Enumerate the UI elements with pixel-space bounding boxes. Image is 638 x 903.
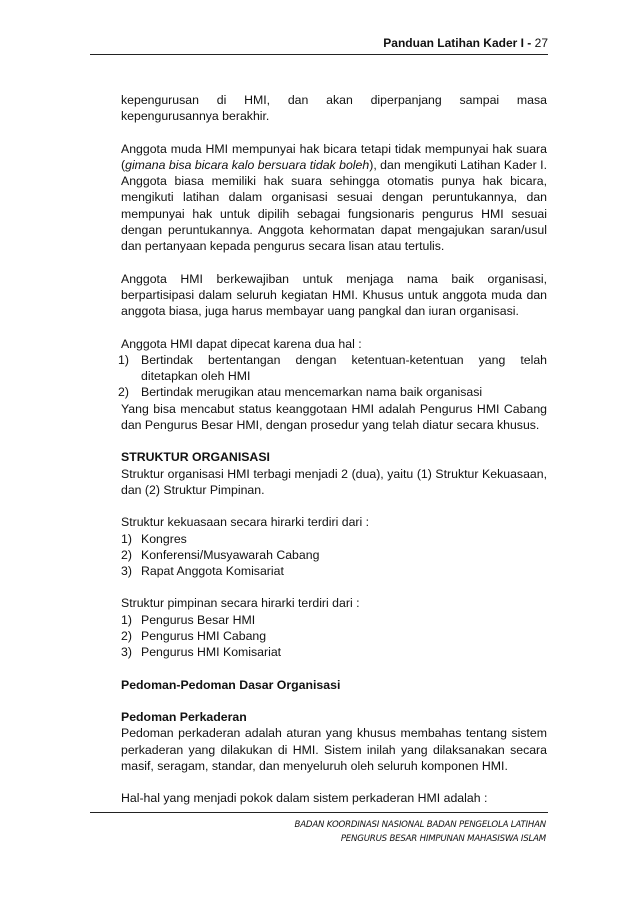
list-item-number: 1) [118, 352, 129, 367]
list-item [121, 612, 547, 628]
pedoman-heading: Pedoman-Pedoman Dasar Organisasi [121, 677, 341, 692]
list-item-text: Pengurus HMI Komisariat [141, 645, 282, 660]
list-item-text: Bertindak bertentangan dengan ketentuan-ketentuan yang telah ditetapkan oleh HMI [141, 352, 547, 384]
list-item [121, 563, 547, 579]
paragraph-hak-anggota-part1: Anggota muda HMI mempunyai hak bicara tetapi tidak mempunyai hak suara ( [121, 141, 547, 172]
pemecatan-list [118, 352, 547, 401]
list-item [121, 531, 547, 547]
footer-divider [90, 812, 548, 813]
paragraph-hak-anggota [121, 141, 547, 255]
pedoman-perkaderan-text: Pedoman perkaderan adalah aturan yang khusus membahas tentang sistem perkaderan yang dilakukan di HMI. Sistem inilah yang dilaksanakan secara masif, seragam, standar, dan menyeluruh oleh seluruh komponen HMI. [121, 726, 547, 773]
list-item [121, 547, 547, 563]
pimpinan-list [121, 612, 547, 661]
struktur-text: Struktur organisasi HMI terbagi menjadi 2 (dua), yaitu (1) Struktur Kekuasaan, dan (2) Struktur Pimpinan. [121, 466, 547, 497]
kekuasaan-list [121, 531, 547, 580]
list-item-number: 3) [121, 645, 132, 660]
section-struktur-kekuasaan [121, 514, 547, 579]
section-pedoman-perkaderan [121, 709, 547, 774]
list-item [118, 352, 547, 385]
paragraph-kepengurusan: kepengurusan di HMI, dan akan diperpanjang sampai masa kepengurusannya berakhir. [121, 93, 547, 124]
list-item-number: 2) [121, 547, 132, 562]
paragraph-hak-anggota-italic: gimana bisa bicara kalo bersuara tidak boleh [125, 157, 370, 172]
page-footer [295, 818, 546, 846]
page-header [90, 36, 548, 55]
pemecatan-outro: Yang bisa mencabut status keanggotaan HMI adalah Pengurus HMI Cabang dan Pengurus Besar HMI, dengan prosedur yang telah diatur secara khusus. [121, 401, 547, 433]
section-struktur-pimpinan [121, 595, 547, 660]
footer-line-1: BADAN KOORDINASI NASIONAL BADAN PENGELOLA LATIHAN [294, 820, 546, 830]
list-item [121, 628, 547, 644]
page-body [118, 92, 547, 822]
pedoman-perkaderan-heading: Pedoman Perkaderan [121, 709, 247, 724]
list-item-text: Bertindak merugikan atau mencemarkan nama baik organisasi [141, 385, 483, 400]
list-item-number: 1) [121, 531, 132, 546]
list-item-text: Kongres [141, 531, 187, 546]
footer-line-2: PENGURUS BESAR HIMPUNAN MAHASISWA ISLAM [340, 834, 546, 844]
list-item-number: 1) [121, 612, 132, 627]
paragraph-hak-anggota-part2: ), dan mengikuti Latihan Kader I. Anggota biasa memiliki hak suara sehingga otomatis punya hak bicara, mengikuti latihan dalam organisasi sesuai dengan peruntukannya, dan mempunyai hak untuk dipilih sebagai fungsionaris pengurus HMI sesuai dengan peruntukannya. Anggota kehormatan dapat mengajukan saran/usul dan pertanyaan kepada pengurus secara lisan atau tertulis. [121, 157, 547, 254]
list-item-text: Pengurus HMI Cabang [141, 629, 267, 644]
section-struktur [121, 449, 547, 498]
header-title: Panduan Latihan Kader I - [383, 36, 535, 50]
section-pemecatan [118, 336, 547, 434]
kekuasaan-intro: Struktur kekuasaan secara hirarki terdiri dari : [121, 515, 370, 530]
pedoman-closing: Hal-hal yang menjadi pokok dalam sistem perkaderan HMI adalah : [121, 791, 488, 806]
list-item-number: 3) [121, 564, 132, 579]
list-item [121, 644, 547, 660]
list-item-text: Pengurus Besar HMI [141, 612, 256, 627]
list-item-text: Rapat Anggota Komisariat [141, 564, 284, 579]
struktur-heading: STRUKTUR ORGANISASI [121, 450, 270, 465]
page-number: 27 [534, 36, 548, 50]
pemecatan-intro: Anggota HMI dapat dipecat karena dua hal : [121, 336, 362, 351]
list-item-text: Konferensi/Musyawarah Cabang [141, 547, 320, 562]
paragraph-kewajiban: Anggota HMI berkewajiban untuk menjaga nama baik organisasi, berpartisipasi dalam seluruh kegiatan HMI. Khusus untuk anggota muda dan anggota biasa, juga harus membayar uang pangkal dan iuran organisasi. [121, 271, 547, 319]
pimpinan-intro: Struktur pimpinan secara hirarki terdiri dari : [121, 596, 360, 611]
list-item-number: 2) [121, 629, 132, 644]
list-item-number: 2) [118, 385, 129, 400]
list-item [118, 384, 547, 400]
